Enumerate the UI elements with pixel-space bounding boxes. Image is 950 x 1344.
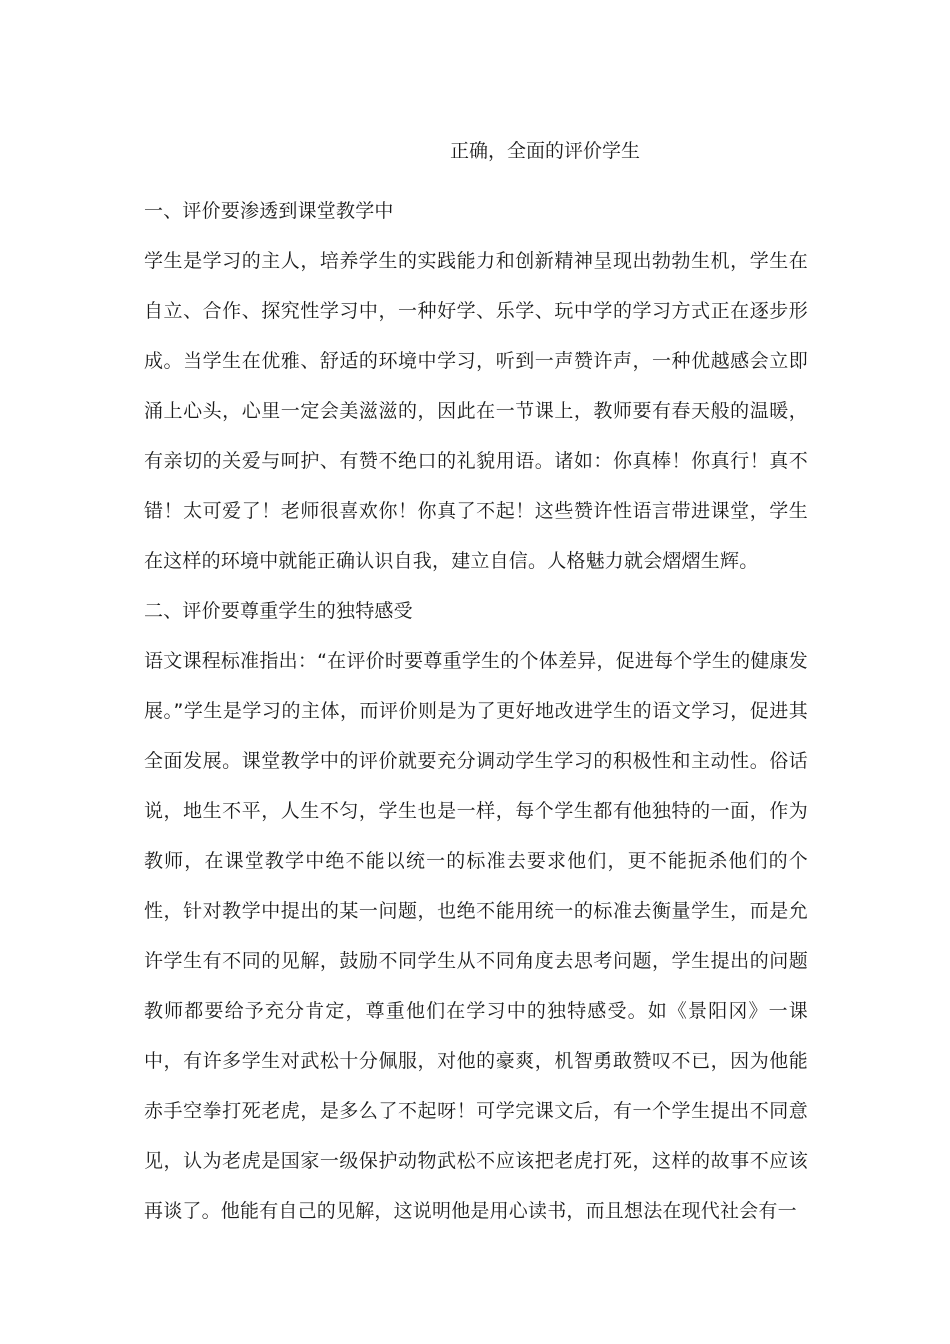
section-heading-1: 一、评价要渗透到课堂教学中 — [144, 200, 394, 222]
section-heading-2: 二、评价要尊重学生的独特感受 — [144, 600, 413, 622]
document-title: 正确，全面的评价学生 — [450, 140, 641, 162]
section-paragraph-2: 语文课程标准指出：“在评价时要尊重学生的个体差异，促进每个学生的健康发展。”学生是学习的主体，而评价则是为了更好地改进学生的语文学习，促进其全面发展。课堂教学中的评价就要充分调动学生学习的积极性和主动性。俗话说，地生不平，人生不匀，学生也是一样，每个学生都有他独特的一面，作为教师，在课堂教学中绝不能以统一的标准去要求他们，更不能扼杀他们的个性，针对教学中提出的某一问题，也绝不能用统一的标准去衡量学生，而是允许学生有不同的见解，鼓励不同学生从不同角度去思考问题，学生提出的问题教师都要给予充分肯定，尊重他们在学习中的独特感受。如《景阳冈》一课中，有许多学生对武松十分佩服，对他的豪爽，机智勇敢赞叹不已，因为他能赤手空拳打死老虎，是多么了不起呀！可学完课文后，有一个学生提出不同意见，认为老虎是国家一级保护动物武松不应该把老虎打死，这样的故事不应该再谈了。他能有自己的见解，这说明他是用心读书，而且想法在现代社会有一 — [144, 650, 808, 1222]
document-body — [144, 186, 808, 1236]
section-paragraph-1: 学生是学习的主人，培养学生的实践能力和创新精神呈现出勃勃生机，学生在自立、合作、探究性学习中，一种好学、乐学、玩中学的学习方式正在逐步形成。当学生在优雅、舒适的环境中学习，听到一声赞许声，一种优越感会立即涌上心头，心里一定会美滋滋的，因此在一节课上，教师要有春天般的温暖，有亲切的关爱与呵护、有赞不绝口的礼貌用语。诸如：你真棒！你真行！真不错！太可爱了！老师很喜欢你！你真了不起！这些赞许性语言带进课堂，学生在这样的环境中就能正确认识自我，建立自信。人格魅力就会熠熠生辉。 — [144, 250, 808, 572]
